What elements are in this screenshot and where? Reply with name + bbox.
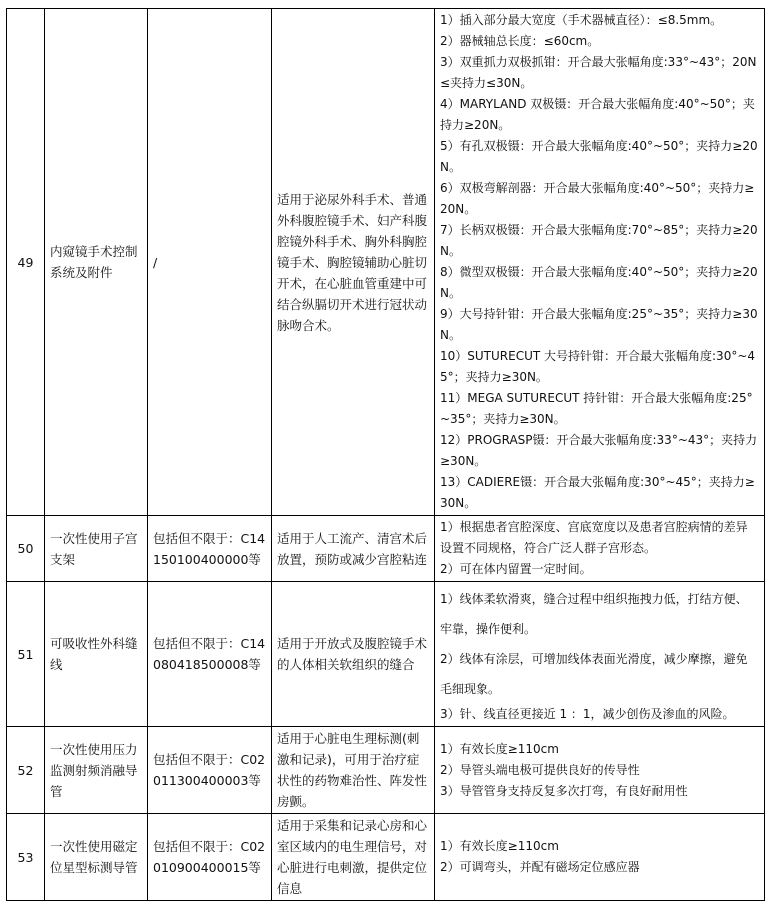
requirement-item: 1）有效长度≥110cm <box>440 741 559 756</box>
row-number: 51 <box>7 582 45 727</box>
requirement-item: 6）双极弯解剖器：开合最大张幅角度:40°~50°；夹持力≥20N。 <box>440 181 755 216</box>
requirement-item: 1）线体柔软滑爽，缝合过程中组织拖拽力低，打结方便、牢靠，操作便利。 <box>440 591 748 636</box>
row-number: 53 <box>7 814 45 901</box>
product-name: 可吸收性外科缝线 <box>45 582 148 727</box>
requirement-item: 1）根据患者宫腔深度、宫底宽度以及患者宫腔病情的差异设置不同规格，符合广泛人群子宫形态。 <box>440 520 748 555</box>
requirement-item: 9）大号持针钳：开合最大张幅角度:25°~35°；夹持力≥30N。 <box>440 307 758 342</box>
requirement-item: 12）PROGRASP镊：开合最大张幅角度:33°~43°；夹持力≥30N。 <box>440 433 758 468</box>
table-row <box>7 582 765 727</box>
product-name: 一次性使用压力监测射频消融导管 <box>45 727 148 814</box>
requirement-item: 2）导管头端电极可提供良好的传导性 <box>440 762 640 777</box>
requirement-item: 4）MARYLAND 双极镊：开合最大张幅角度:40°~50°；夹持力≥20N。 <box>440 97 755 132</box>
requirement-item: 2）器械轴总长度：≤60cm。 <box>440 34 600 48</box>
table-row <box>7 516 765 582</box>
device-spec-table <box>6 8 765 901</box>
requirement-item: 2）可调弯头，并配有磁场定位感应器 <box>440 860 640 874</box>
table-row <box>7 814 765 901</box>
product-code: 包括但不限于：C02011300400003等 <box>148 727 272 814</box>
requirement-item: 5）有孔双极镊：开合最大张幅角度:40°~50°；夹持力≥20N。 <box>440 139 758 174</box>
product-name: 一次性使用磁定位星型标测导管 <box>45 814 148 901</box>
usage-scope: 适用于人工流产、清宫术后放置，预防或减少宫腔粘连 <box>272 516 435 582</box>
product-code: 包括但不限于：C14080418500008等 <box>148 582 272 727</box>
product-name: 一次性使用子宫支架 <box>45 516 148 582</box>
table-row <box>7 727 765 814</box>
usage-scope: 适用于开放式及腹腔镜手术的人体相关软组织的缝合 <box>272 582 435 727</box>
table-row <box>7 9 765 516</box>
technical-requirements <box>435 516 765 582</box>
requirement-item: 2）可在体内留置一定时间。 <box>440 562 592 576</box>
requirement-item: 3）双重抓力双极抓钳：开合最大张幅角度:33°~43°；20N≤夹持力≤30N。 <box>440 55 757 90</box>
requirement-item: 8）微型双极镊：开合最大张幅角度:40°~50°；夹持力≥20N。 <box>440 265 758 300</box>
row-number: 52 <box>7 727 45 814</box>
requirement-item: 13）CADIERE镊：开合最大张幅角度:30°~45°；夹持力≥30N。 <box>440 475 755 510</box>
requirement-item: 10）SUTURECUT 大号持针钳：开合最大张幅角度:30°~45°；夹持力≥30N。 <box>440 349 756 384</box>
requirement-item: 2）线体有涂层，可增加线体表面光滑度，减少摩擦，避免毛细现象。 <box>440 651 748 696</box>
product-name: 内窥镜手术控制系统及附件 <box>45 9 148 516</box>
row-number: 49 <box>7 9 45 516</box>
technical-requirements <box>435 9 765 516</box>
product-code: 包括但不限于：C02010900400015等 <box>148 814 272 901</box>
technical-requirements <box>435 727 765 814</box>
technical-requirements <box>435 582 765 727</box>
requirement-item: 3）针、线直径更接近 1 ：1，减少创伤及渗血的风险。 <box>440 706 735 721</box>
usage-scope: 适用于心脏电生理标测(刺激和记录)，可用于治疗症状性的药物难治性、阵发性房颤。 <box>272 727 435 814</box>
usage-scope: 适用于采集和记录心房和心室区域内的电生理信号，对心脏进行电刺激，提供定位信息 <box>272 814 435 901</box>
requirement-item: 3）导管管身支持反复多次打弯，有良好耐用性 <box>440 783 688 798</box>
row-number: 50 <box>7 516 45 582</box>
requirement-item: 1）插入部分最大宽度（手术器械直径）：≤8.5mm。 <box>440 13 723 27</box>
requirement-item: 7）长柄双极镊：开合最大张幅角度:70°~85°；夹持力≥20N。 <box>440 223 758 258</box>
requirement-item: 11）MEGA SUTURECUT 持针钳：开合最大张幅角度:25°~35°；夹持力≥30N。 <box>440 391 753 426</box>
product-code: / <box>148 9 272 516</box>
product-code: 包括但不限于：C14150100400000等 <box>148 516 272 582</box>
usage-scope: 适用于泌尿外科手术、普通外科腹腔镜手术、妇产科腹腔镜外科手术、胸外科胸腔镜手术、胸腔镜辅助心脏切开术，在心脏血管重建中可结合纵膈切开术进行冠状动脉吻合术。 <box>272 9 435 516</box>
requirement-item: 1）有效长度≥110cm <box>440 839 559 853</box>
technical-requirements <box>435 814 765 901</box>
